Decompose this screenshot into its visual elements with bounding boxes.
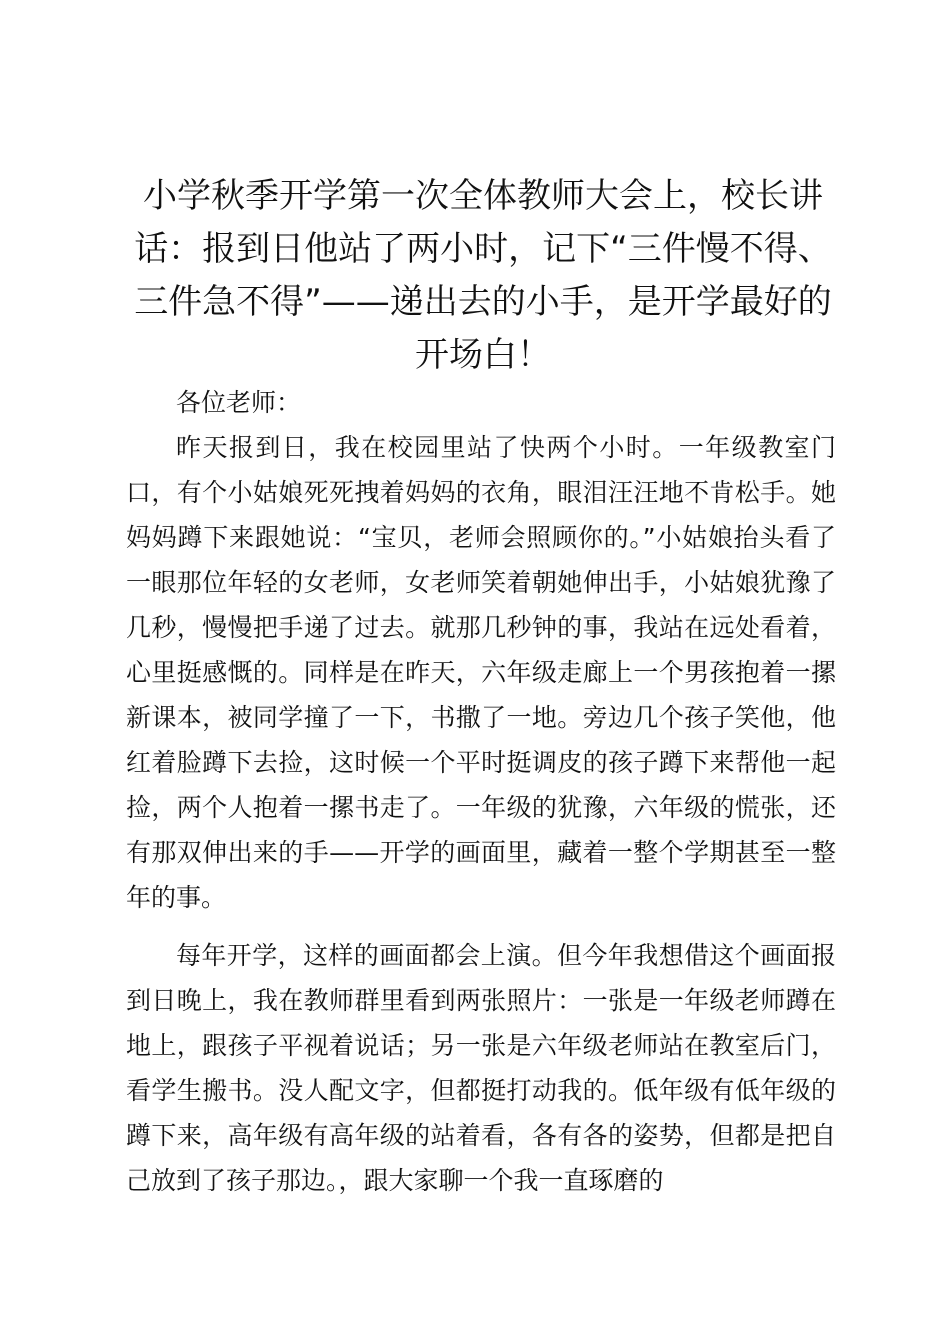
paragraph-2: 每年开学，这样的画面都会上演。但今年我想借这个画面报到日晚上，我在教师群里看到两张照片：一张是一年级老师蹲在地上，跟孩子平视着说话；另一张是六年级老师站在教室后门，看学生搬书。没人配文字，但都挺打动我的。低年级有低年级的蹲下来，高年级有高年级的站着看，各有各的姿势，但都是把自己放到了孩子那边。，跟大家聊一个我一直琢磨的 bbox=[126, 941, 836, 1195]
paragraph-1: 昨天报到日，我在校园里站了快两个小时。一年级教室门口，有个小姑娘死死拽着妈妈的衣角，眼泪汪汪地不肯松手。她妈妈蹲下来跟她说：“宝贝，老师会照顾你的。”小姑娘抬头看了一眼那位年轻的女老师，女老师笑着朝她伸出手，小姑娘犹豫了几秒，慢慢把手递了过去。就那几秒钟的事，我站在远处看着，心里挺感慨的。同样是在昨天，六年级走廊上一个男孩抱着一摞新课本，被同学撞了一下，书撒了一地。旁边几个孩子笑他，他红着脸蹲下去捡，这时候一个平时挺调皮的孩子蹲下来帮他一起捡，两个人抱着一摞书走了。一年级的犹豫，六年级的慌张，还有那双伸出来的手——开学的画面里，藏着一整个学期甚至一整年的事。 bbox=[126, 433, 836, 912]
salutation: 各位老师： bbox=[176, 388, 302, 417]
document-title: 小学秋季开学第一次全体教师大会上，校长讲话：报到日他站了两小时，记下“三件慢不得、三件急不得”——递出去的小手，是开学最好的开场白！ bbox=[134, 176, 832, 375]
document-body bbox=[126, 380, 836, 1203]
